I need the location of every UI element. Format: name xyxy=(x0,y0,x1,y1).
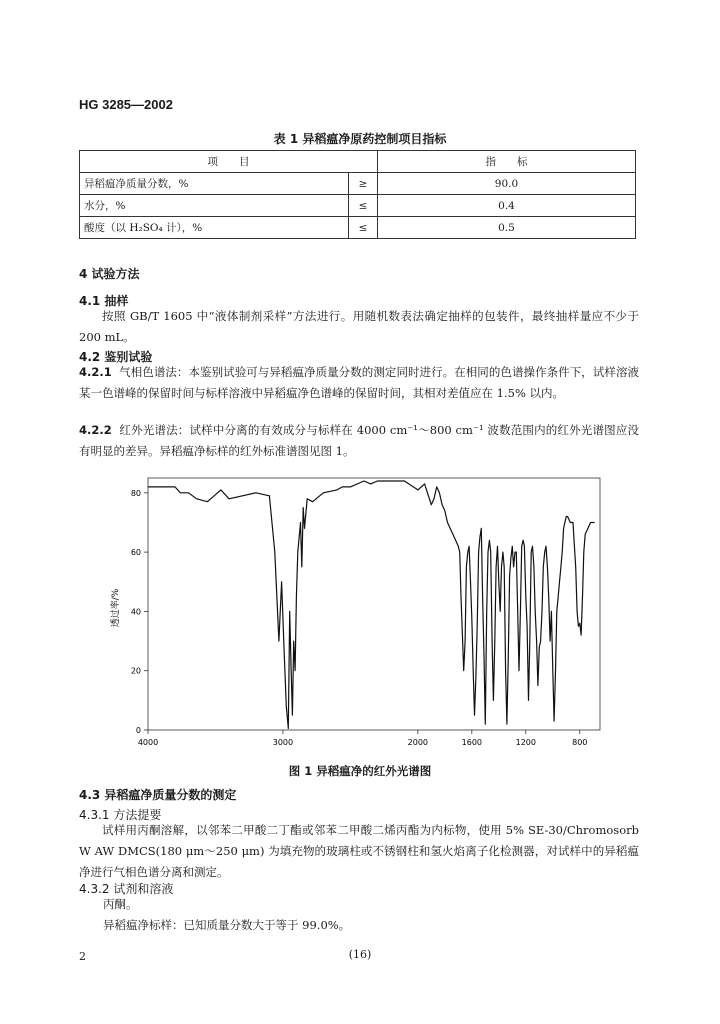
chart-series xyxy=(148,481,595,729)
row-item: 酸度（以 H₂SO₄ 计），% xyxy=(80,217,349,239)
x-tick-label: 800 xyxy=(572,738,588,747)
section-4-1-title: 4.1 抽样 xyxy=(79,294,129,308)
section-4-3-title: 4.3 异稻瘟净质量分数的测定 xyxy=(79,788,237,802)
x-tick-label: 1600 xyxy=(461,738,483,747)
standard-code: HG 3285—2002 xyxy=(79,97,173,112)
section-4-2-2 xyxy=(79,420,639,462)
ir-spectrum-chart xyxy=(100,468,620,758)
spec-table xyxy=(79,150,636,239)
header-value: 指 标 xyxy=(378,151,636,173)
section-4-2-1 xyxy=(79,362,639,404)
page-number: 2 xyxy=(79,950,86,963)
row-value: 0.5 xyxy=(378,217,636,239)
y-tick-label: 80 xyxy=(130,488,141,498)
section-4-3-2-title: 4.3.2 试剂和溶液 xyxy=(79,882,174,896)
row-item: 水分，% xyxy=(80,195,349,217)
x-tick-label: 3000 xyxy=(272,738,294,747)
x-tick-label: 4000 xyxy=(137,738,159,747)
row-operator: ≥ xyxy=(349,173,378,195)
row-value: 0.4 xyxy=(378,195,636,217)
y-tick-label: 0 xyxy=(135,726,141,735)
plot-frame xyxy=(148,478,600,730)
y-tick-label: 60 xyxy=(130,548,141,558)
table-caption: 表 1 异稻瘟净原药控制项目指标 xyxy=(273,132,447,146)
section-4-2-1-label: 4.2.1 xyxy=(79,365,112,379)
row-item: 异稻瘟净质量分数，% xyxy=(80,173,349,195)
ir-spectrum-line xyxy=(148,481,595,729)
section-4-title: 4 试验方法 xyxy=(79,267,140,281)
section-4-3-2-line-2: 异稻瘟净标样：已知质量分数大于等于 99.0%。 xyxy=(103,918,351,932)
section-4-2-1-text: 气相色谱法：本鉴别试验可与异稻瘟净质量分数的测定同时进行。在相同的色谱操作条件下，试样溶液某一色谱峰的保留时间与标样溶液中异稻瘟净色谱峰的保留时间，其相对差值应在 1.5% 以内。 xyxy=(79,365,639,400)
section-4-3-2-line-1: 丙酮。 xyxy=(103,897,138,911)
section-4-3-1-text: 试样用丙酮溶解，以邻苯二甲酸二丁酯或邻苯二甲酸二烯丙酯为内标物，使用 5% SE-30/Chromosorb W AW DMCS(180 μm～250 μm) 为填充物的玻璃柱或不锈钢柱和氢火焰离子化检测器，对试样中的异稻瘟净进行气相色谱分离和测定。 xyxy=(79,823,639,879)
y-tick-label: 20 xyxy=(130,666,141,676)
chart-axes xyxy=(131,478,600,747)
section-4-3-1-title: 4.3.1 方法提要 xyxy=(79,808,162,822)
section-4-1-text: 按照 GB/T 1605 中“液体制剂采样”方法进行。用随机数表法确定抽样的包装件，最终抽样量应不少于 200 mL。 xyxy=(79,309,639,344)
row-operator: ≤ xyxy=(349,217,378,239)
x-tick-label: 1200 xyxy=(515,738,536,747)
section-4-2-title: 4.2 鉴别试验 xyxy=(79,350,153,364)
section-4-2-2-label: 4.2.2 xyxy=(79,423,112,437)
y-tick-label: 40 xyxy=(130,607,141,617)
table-row xyxy=(80,173,636,195)
page-sequence: (16) xyxy=(348,948,372,961)
x-tick-label: 2000 xyxy=(407,738,429,747)
table-row xyxy=(80,217,636,239)
section-4-2-2-text: 红外光谱法：试样中分离的有效成分与标样在 4000 cm⁻¹～800 cm⁻¹ 波数范围内的红外光谱图应没有明显的差异。异稻瘟净标样的红外标准谱图见图 1。 xyxy=(79,423,640,458)
row-value: 90.0 xyxy=(378,173,636,195)
table-header-row xyxy=(80,151,636,173)
header-item: 项 目 xyxy=(80,151,378,173)
row-operator: ≤ xyxy=(349,195,378,217)
y-axis-label: 透过率/% xyxy=(111,588,121,628)
figure-caption: 图 1 异稻瘟净的红外光谱图 xyxy=(288,764,432,778)
table-row xyxy=(80,195,636,217)
